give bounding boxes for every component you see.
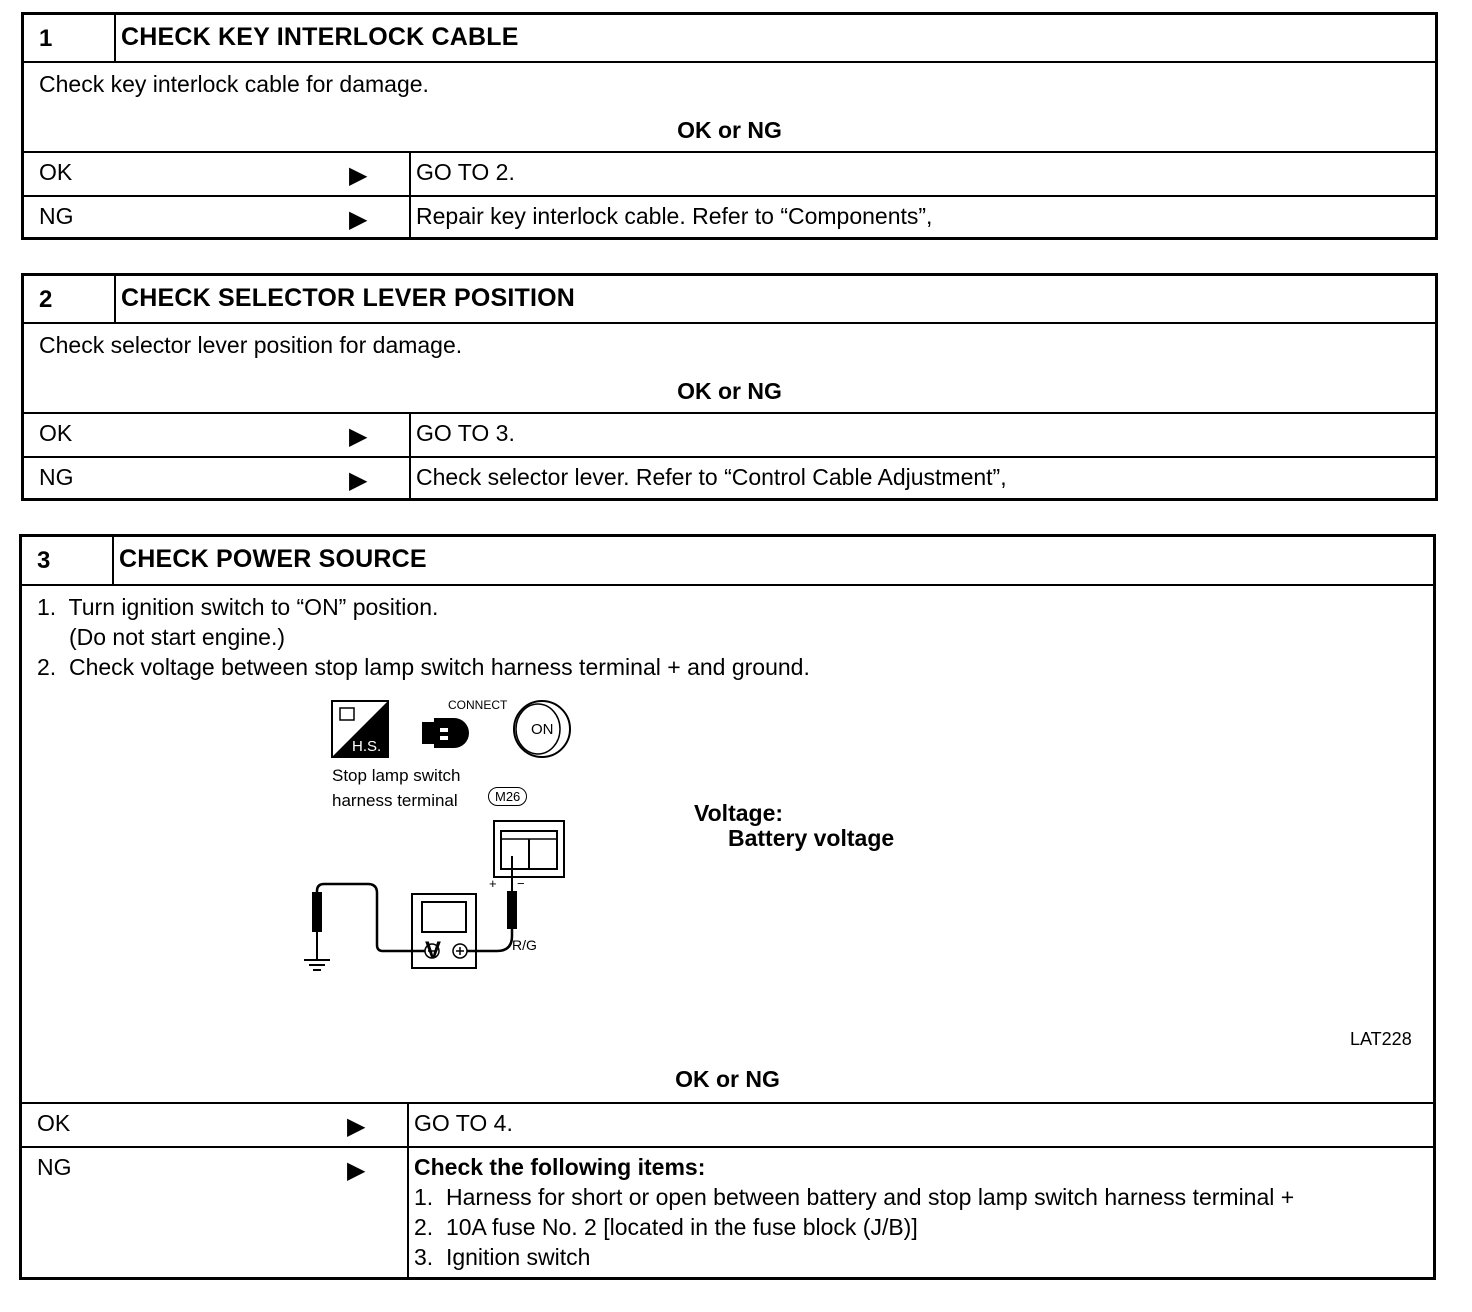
list-item: 1. Harness for short or open between battery and stop lamp switch harness terminal + <box>414 1184 1295 1210</box>
ground-symbol <box>304 932 330 970</box>
hs-label: H.S. <box>352 738 382 755</box>
circuit-diagram <box>272 696 592 1016</box>
instruction-line: 1. Turn ignition switch to “ON” position. <box>37 594 439 620</box>
step-3-box <box>19 534 1436 1280</box>
arrow-icon: ▶ <box>347 1157 366 1184</box>
ok-or-ng-heading: OK or NG <box>677 378 782 404</box>
wire-color-label: R/G <box>512 937 537 953</box>
voltage-label: Voltage: <box>694 800 784 826</box>
ok-action: GO TO 4. <box>414 1110 513 1136</box>
connector-code-badge <box>488 787 527 806</box>
step-number: 1 <box>39 25 53 52</box>
instructions <box>37 592 810 682</box>
step-2-box <box>21 273 1438 501</box>
ok-label: OK <box>39 420 73 446</box>
ok-row <box>22 1102 1433 1146</box>
ng-label: NG <box>39 464 74 490</box>
divider <box>407 1148 409 1277</box>
terminal-label-line-1: Stop lamp switch <box>332 766 461 785</box>
instruction-line: 2. Check voltage between stop lamp switch harness terminal + and ground. <box>37 654 810 680</box>
step-1-header <box>24 15 1435 61</box>
ng-label: NG <box>37 1154 72 1180</box>
ok-row <box>24 412 1435 456</box>
ng-action: Repair key interlock cable. Refer to “Components”, <box>416 203 933 229</box>
ng-action: Check selector lever. Refer to “Control Cable Adjustment”, <box>416 464 1007 490</box>
divider <box>114 276 116 322</box>
divider <box>112 537 114 584</box>
step-title: CHECK SELECTOR LEVER POSITION <box>121 284 576 312</box>
arrow-icon: ▶ <box>349 206 368 233</box>
step-number: 2 <box>39 286 53 313</box>
step-description: Check key interlock cable for damage. <box>39 71 429 97</box>
arrow-icon: ▶ <box>349 423 368 450</box>
arrow-icon: ▶ <box>347 1113 366 1140</box>
ok-action: GO TO 3. <box>416 420 515 446</box>
step-3-header <box>22 537 1433 584</box>
voltage-spec <box>694 801 894 851</box>
step-1-body <box>24 61 1435 151</box>
step-title: CHECK POWER SOURCE <box>119 545 427 573</box>
ground-probe <box>312 892 322 932</box>
ng-row <box>22 1146 1433 1277</box>
figure-id: LAT228 <box>1350 1029 1412 1049</box>
step-1-box <box>21 12 1438 240</box>
on-label: ON <box>531 721 554 738</box>
divider <box>407 1104 409 1146</box>
ng-row <box>24 195 1435 237</box>
instruction-line: (Do not start engine.) <box>37 624 286 650</box>
meter-label: V <box>425 937 442 964</box>
ok-or-ng-heading: OK or NG <box>675 1066 780 1092</box>
list-item: 2. 10A fuse No. 2 [located in the fuse block (J/B)] <box>414 1214 918 1240</box>
ng-row <box>24 456 1435 498</box>
divider <box>409 458 411 498</box>
divider <box>409 197 411 237</box>
voltmeter <box>412 894 476 968</box>
divider <box>409 414 411 456</box>
step-description: Check selector lever position for damage. <box>39 332 463 358</box>
ok-row <box>24 151 1435 195</box>
step-number: 3 <box>37 547 51 574</box>
ground-lead-wire <box>317 884 425 951</box>
step-2-header <box>24 276 1435 322</box>
ok-or-ng-heading: OK or NG <box>677 117 782 143</box>
divider <box>409 153 411 195</box>
step-3-body <box>22 584 1433 1102</box>
ok-label: OK <box>39 159 73 185</box>
ng-action-heading: Check the following items: <box>414 1154 706 1180</box>
ng-label: NG <box>39 203 74 229</box>
ng-action <box>414 1152 1294 1272</box>
minus-sign: − <box>517 876 525 891</box>
arrow-icon: ▶ <box>349 162 368 189</box>
voltage-value: Battery voltage <box>728 825 895 851</box>
step-2-body <box>24 322 1435 412</box>
ok-action: GO TO 2. <box>416 159 515 185</box>
step-title: CHECK KEY INTERLOCK CABLE <box>121 23 519 51</box>
ok-label: OK <box>37 1110 71 1136</box>
connector-code: M26 <box>495 789 521 804</box>
arrow-icon: ▶ <box>349 467 368 494</box>
harness-connector-face <box>494 821 564 877</box>
connector-icon <box>422 718 469 748</box>
positive-probe <box>507 891 517 929</box>
divider <box>114 15 116 61</box>
terminal-label-line-2: harness terminal <box>332 791 458 810</box>
check-items-list <box>414 1182 1294 1272</box>
list-item: 3. Ignition switch <box>414 1244 591 1270</box>
plus-sign: + <box>489 876 497 891</box>
connect-label: CONNECT <box>448 698 508 712</box>
